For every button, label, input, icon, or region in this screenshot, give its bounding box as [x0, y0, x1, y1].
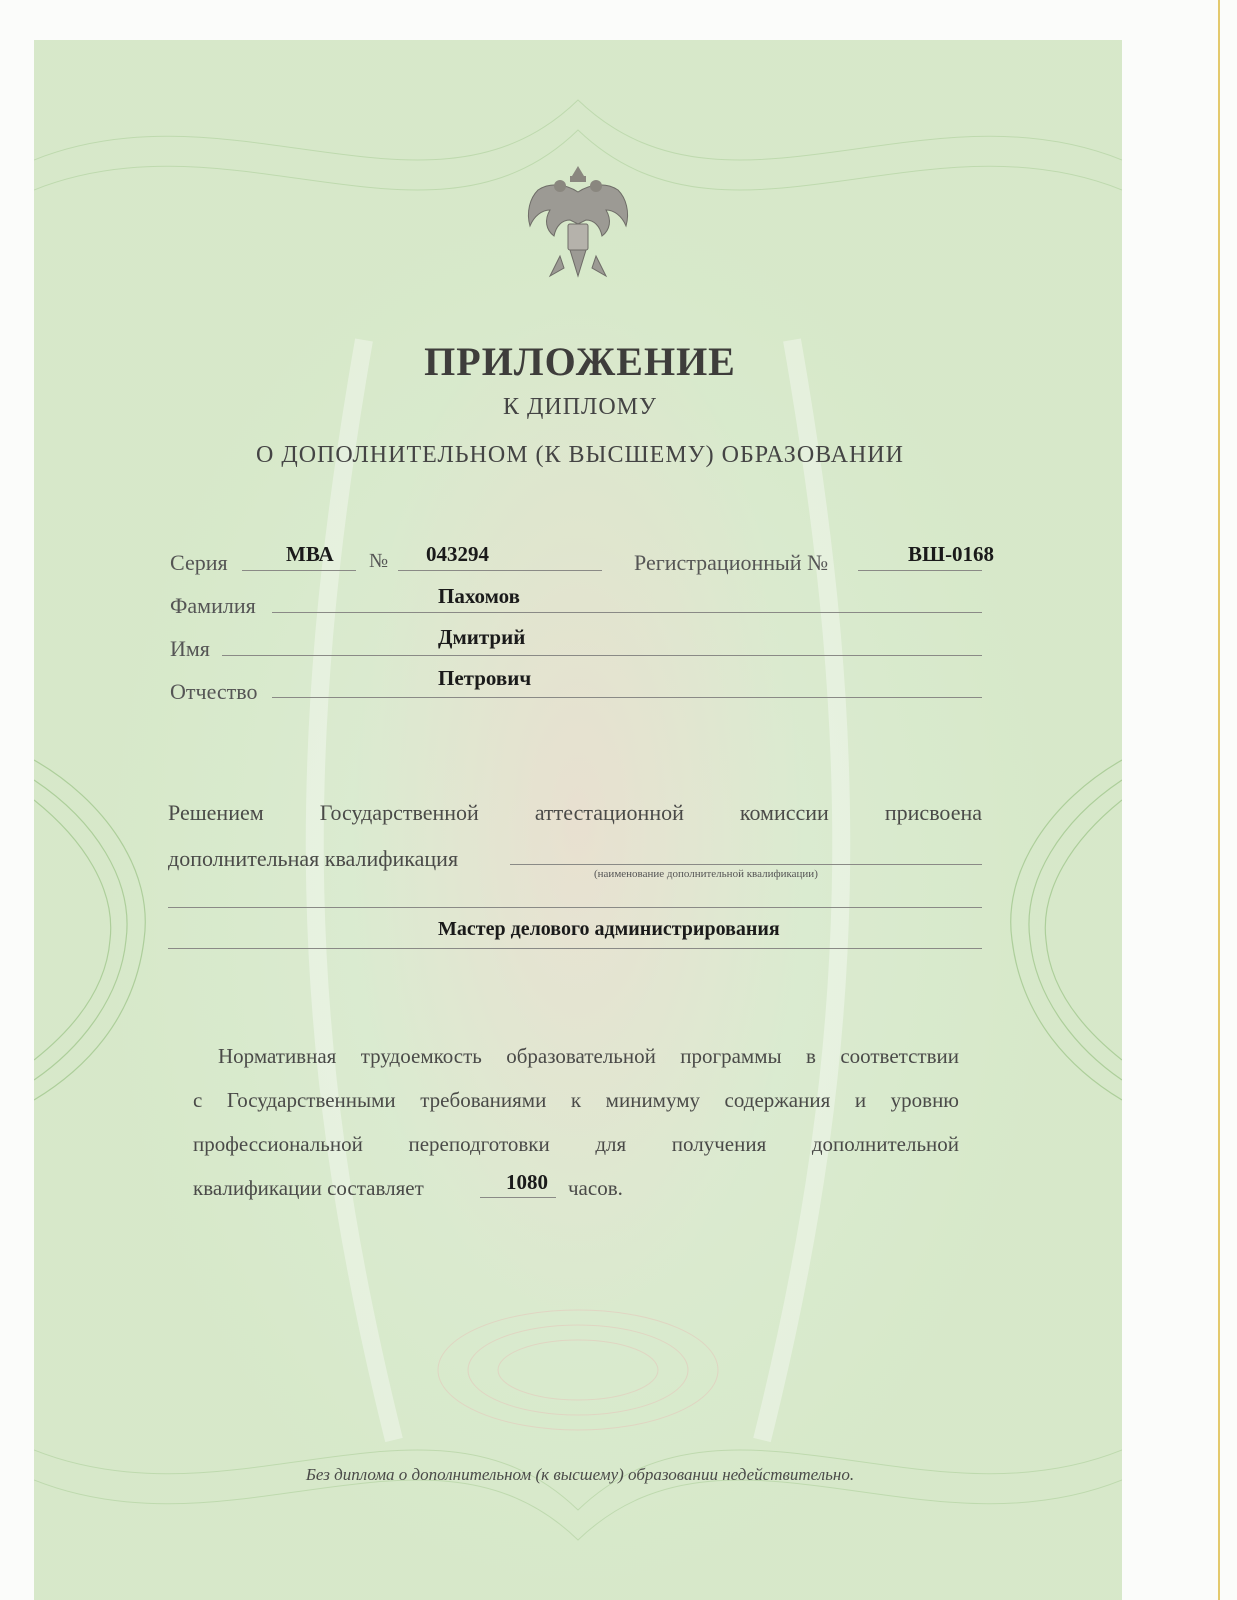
number-value: 043294 — [426, 542, 489, 566]
surname-label: Фамилия — [170, 593, 256, 618]
first-name-label: Имя — [170, 636, 210, 661]
patronymic-label: Отчество — [170, 679, 258, 704]
workload-line-1: Нормативная трудоемкость образовательной программы в соответствии — [218, 1044, 959, 1068]
number-label: № — [369, 550, 389, 572]
registration-number-label: Регистрационный № — [634, 550, 829, 575]
qualification-value: Мастер делового администрирования — [438, 918, 780, 940]
workload-line-2: с Государственными требованиями к минимуму содержания и уровню — [193, 1088, 959, 1112]
patronymic-underline — [272, 697, 982, 698]
registration-number-underline — [858, 570, 982, 571]
qualification-underline-1 — [510, 864, 982, 865]
subtitle-line-1: К ДИПЛОМУ — [503, 394, 657, 420]
registration-number-value: ВШ-0168 — [908, 542, 995, 566]
qualification-underline-2 — [168, 907, 982, 908]
series-value: МВА — [286, 542, 334, 566]
double-headed-eagle-icon — [520, 164, 636, 290]
workload-line-4-prefix: квалификации составляет — [193, 1176, 424, 1200]
surname-underline — [272, 612, 982, 613]
qualification-caption: (наименование дополнительной квалификации) — [594, 868, 818, 880]
number-underline — [398, 570, 602, 571]
series-label: Серия — [170, 550, 228, 575]
page-title: ПРИЛОЖЕНИЕ — [424, 339, 736, 384]
surname-value: Пахомов — [438, 584, 520, 608]
paper-edge — [1218, 0, 1220, 1600]
qualification-underline-3 — [168, 948, 982, 949]
patronymic-value: Петрович — [438, 666, 532, 690]
hours-value: 1080 — [506, 1170, 548, 1194]
hours-underline — [480, 1197, 556, 1198]
first-name-value: Дмитрий — [438, 625, 526, 649]
workload-line-4-suffix: часов. — [568, 1176, 623, 1200]
validity-note: Без диплома о дополнительном (к высшему) образовании недействительно. — [305, 1465, 855, 1484]
qualification-statement-line-1: Решением Государственной аттестационной комиссии присвоена — [168, 800, 982, 825]
series-underline — [242, 570, 356, 571]
first-name-underline — [222, 655, 982, 656]
qualification-label: дополнительная квалификация — [168, 846, 459, 871]
subtitle-line-2: О ДОПОЛНИТЕЛЬНОМ (К ВЫСШЕМУ) ОБРАЗОВАНИИ — [256, 442, 904, 468]
workload-line-3: профессиональной переподготовки для получения дополнительной — [193, 1132, 959, 1156]
